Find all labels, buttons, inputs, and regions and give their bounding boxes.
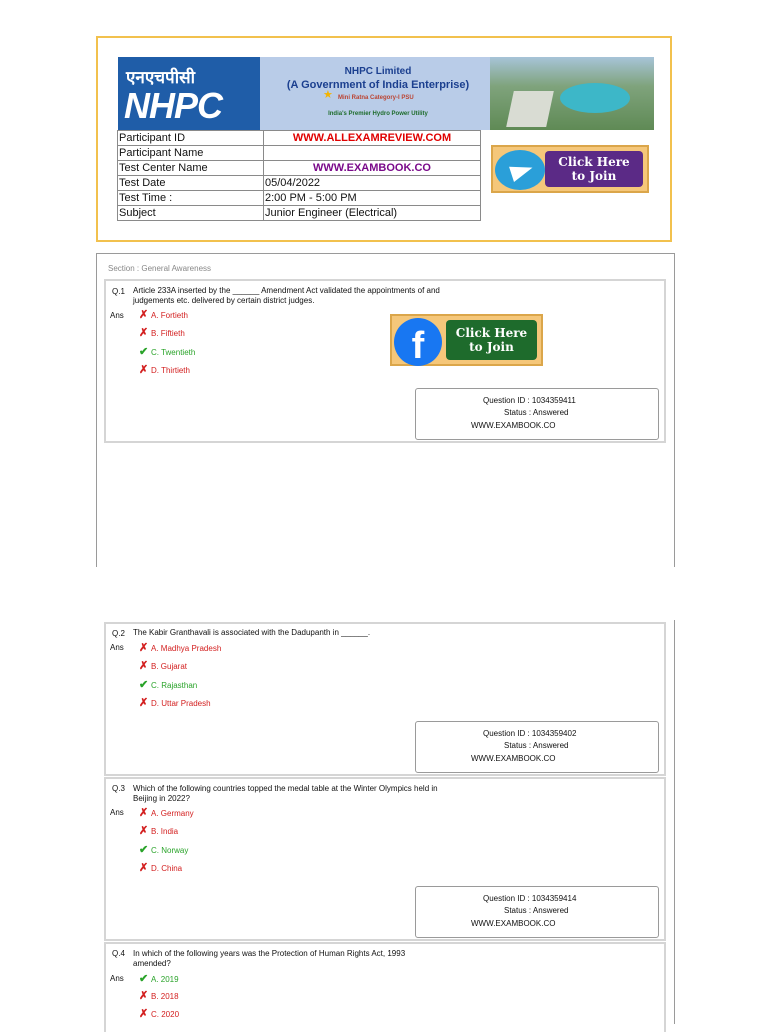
option-text: B. 2018 [151,992,179,1001]
cross-icon: ✗ [139,660,149,672]
question-status: Status : Answered [504,408,569,417]
question-meta-box [415,721,659,773]
info-row [118,191,481,206]
facebook-join-label [446,320,537,360]
answer-option [139,328,185,339]
question-text-line2: Beijing in 2022? [133,794,190,803]
answer-option [139,680,197,691]
telegram-join-button[interactable] [491,145,649,193]
dam-wall [506,91,554,127]
answer-option [139,808,194,819]
answer-option [139,347,195,358]
facebook-join-button[interactable] [390,314,543,366]
answer-option [139,310,188,321]
telegram-join-line1: Click Here [558,155,630,169]
telegram-join-line2: to Join [571,169,617,183]
info-row [118,146,481,161]
option-text: C. 2020 [151,1010,180,1019]
answer-option [139,845,188,856]
facebook-icon: f [394,318,442,366]
cross-icon: ✗ [139,309,149,321]
answer-option [139,643,221,654]
info-label: Test Date [118,176,264,191]
answer-option [139,863,182,874]
question-meta-box [415,886,659,938]
answer-label: Ans [110,974,124,983]
checkmark-icon: ✔ [139,346,149,358]
answer-option [139,698,211,709]
option-text: D. China [151,864,183,873]
question-meta-box [415,388,659,440]
company-category: Mini Ratna Category-I PSU [338,95,414,101]
checkmark-icon: ✔ [139,973,149,985]
info-label: Test Center Name [118,161,264,176]
nhpc-logo [118,57,260,130]
company-tagline: India's Premier Hydro Power Utility [328,111,428,117]
answer-option [139,1009,179,1020]
candidate-info-table [117,130,481,221]
info-value: 2:00 PM - 5:00 PM [264,191,481,206]
telegram-icon [495,150,545,190]
question-id: Question ID : 1034359402 [483,729,577,738]
info-value: 05/04/2022 [264,176,481,191]
question-text [133,286,513,306]
info-value [264,146,481,161]
cross-icon: ✗ [139,642,149,654]
info-row [118,161,481,176]
answer-label: Ans [110,643,124,652]
answer-label: Ans [110,311,124,320]
star-icon: ★ [323,89,333,101]
question-number: Q.2 [112,629,125,638]
option-text: A. Germany [151,809,194,818]
checkmark-icon: ✔ [139,679,149,691]
question-site: WWW.EXAMBOOK.CO [471,919,556,928]
info-row [118,206,481,221]
question-text-line1: Which of the following countries topped the medal table at the Winter Olympics held in [133,784,438,793]
dam-photo [490,57,654,130]
question-site: WWW.EXAMBOOK.CO [471,421,556,430]
cross-icon: ✗ [139,697,149,709]
question-text-line1: In which of the following years was the Protection of Human Rights Act, 1993 [133,949,406,958]
answer-option [139,661,187,672]
option-text: C. Twentieth [151,348,196,357]
info-label: Test Time : [118,191,264,206]
dam-reservoir [560,83,630,113]
question-status: Status : Answered [504,906,569,915]
info-value [264,131,481,146]
question-id: Question ID : 1034359414 [483,894,577,903]
question-number: Q.4 [112,949,125,958]
option-text: B. India [151,827,179,836]
question-text-line1: Article 233A inserted by the ______ Amendment Act validated the appointments of and [133,286,440,295]
question-number: Q.3 [112,784,125,793]
cross-icon: ✗ [139,807,149,819]
info-label: Participant ID [118,131,264,146]
question-site: WWW.EXAMBOOK.CO [471,754,556,763]
option-text: D. Thirtieth [151,366,190,375]
option-text: A. 2019 [151,975,179,984]
cross-icon: ✗ [139,862,149,874]
question-text [133,628,513,638]
option-text: D. Uttar Pradesh [151,699,211,708]
logo-english-text: NHPC [124,85,223,126]
question-id: Question ID : 1034359411 [483,396,576,405]
answer-option [139,365,190,376]
info-label: Subject [118,206,264,221]
question-text-line2: judgements etc. delivered by certain district judges. [133,296,315,305]
logo-hindi-text: एनएचपीसी [126,68,195,88]
cross-icon: ✗ [139,364,149,376]
facebook-join-line2: to Join [469,340,514,354]
option-text: C. Norway [151,846,189,855]
nhpc-banner [118,57,654,130]
question-text-line2: amended? [133,959,171,968]
question-text [133,949,513,969]
info-value [264,161,481,176]
section-label: Section : General Awareness [108,264,212,273]
question-text [133,784,513,804]
answer-option [139,991,179,1002]
option-text: B. Gujarat [151,662,188,671]
facebook-join-line1: Click Here [455,326,528,340]
answer-label: Ans [110,808,124,817]
info-value: Junior Engineer (Electrical) [264,206,481,221]
telegram-join-label [545,151,643,187]
participant-id-link[interactable]: WWW.ALLEXAMREVIEW.COM [292,132,452,144]
cross-icon: ✗ [139,1008,149,1020]
option-text: A. Fortieth [151,311,188,320]
option-text: A. Madhya Pradesh [151,644,222,653]
info-row [118,176,481,191]
question-status: Status : Answered [504,741,569,750]
cross-icon: ✗ [139,327,149,339]
cross-icon: ✗ [139,825,149,837]
cross-icon: ✗ [139,990,149,1002]
test-center-link[interactable]: WWW.EXAMBOOK.CO [313,162,431,174]
info-row [118,131,481,146]
checkmark-icon: ✔ [139,844,149,856]
question-number: Q.1 [112,287,125,296]
option-text: C. Rajasthan [151,681,198,690]
answer-option [139,826,178,837]
company-subtitle: (A Government of India Enterprise) [286,79,470,91]
option-text: B. Fiftieth [151,329,185,338]
question-text-line1: The Kabir Granthavali is associated with the Dadupanth in ______. [133,628,371,637]
company-name: NHPC Limited [344,66,412,77]
answer-option [139,974,179,985]
info-label: Participant Name [118,146,264,161]
